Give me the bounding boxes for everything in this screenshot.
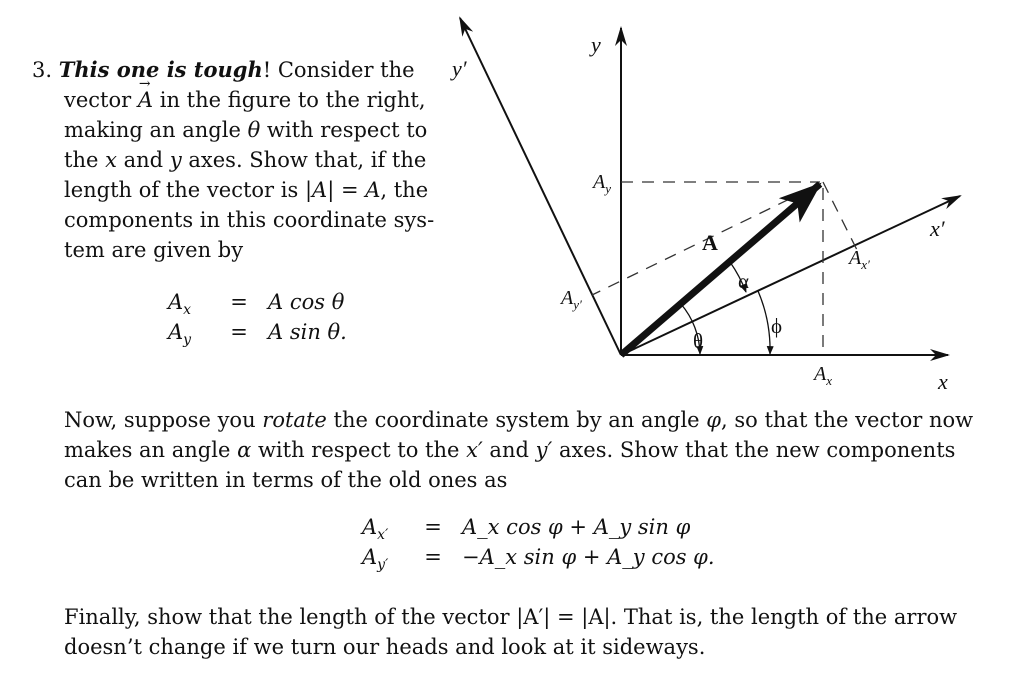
problem-number: 3. bbox=[32, 58, 53, 82]
rotate-line-3: can be written in terms of the old ones as bbox=[64, 468, 508, 492]
dash-axp bbox=[823, 182, 857, 250]
problem-line-1: 3. This one is tough! Consider the bbox=[32, 57, 415, 82]
final-line-2: doesn’t change if we turn our heads and look at it sideways. bbox=[64, 635, 706, 659]
dash-ayp bbox=[592, 190, 808, 295]
problem-line-5: length of the vector is |A| = A, the bbox=[64, 178, 429, 202]
angle-phi-arc bbox=[758, 291, 770, 354]
label-y-prime: y′ bbox=[452, 56, 467, 81]
problem-line-3: making an angle θ with respect to bbox=[64, 118, 428, 142]
final-line-1: Finally, show that the length of the vector |A′| = |A|. That is, the length of the arrow bbox=[64, 605, 958, 629]
equation-ayp: $A_{y'}$ = −A_x sin φ + A_y cos φ. bbox=[362, 545, 715, 574]
problem-line-6: components in this coordinate sys- bbox=[64, 208, 435, 232]
label-theta: θ bbox=[693, 329, 704, 353]
problem-line-4: the x and y axes. Show that, if the bbox=[64, 148, 427, 172]
label-ay: $A_y$ bbox=[593, 171, 611, 196]
x-prime-axis bbox=[621, 196, 960, 355]
problem-line-7: tem are given by bbox=[64, 238, 244, 262]
label-phi: ϕ bbox=[771, 314, 783, 338]
label-ax: $A_x$ bbox=[814, 363, 832, 388]
label-ayp: $A_{y'}$ bbox=[561, 287, 582, 312]
rotate-line-2: makes an angle α with respect to the x′ and y′ axes. Show that the new components bbox=[64, 438, 956, 462]
label-x: x bbox=[938, 369, 948, 394]
label-axp: $A_{x'}$ bbox=[849, 247, 870, 272]
label-x-prime: x′ bbox=[930, 216, 945, 241]
equation-ay: $A_y = A$ sin θ. bbox=[168, 320, 347, 349]
vector-a bbox=[621, 184, 820, 355]
label-alpha: α bbox=[738, 269, 750, 293]
problem-emphasis: This one is tough bbox=[58, 57, 263, 82]
equation-axp: $A_{x'}$ = A_x cos φ + A_y sin φ bbox=[362, 515, 691, 544]
equation-ax: $A_x = A$ cos θ bbox=[168, 290, 345, 319]
label-vector-a: A bbox=[702, 230, 718, 255]
label-y: y bbox=[591, 32, 601, 57]
rotate-line-1: Now, suppose you rotate the coordinate system by an angle φ, so that the vector now bbox=[64, 408, 974, 432]
problem-line-2: vector → A in the figure to the right, bbox=[64, 85, 426, 115]
